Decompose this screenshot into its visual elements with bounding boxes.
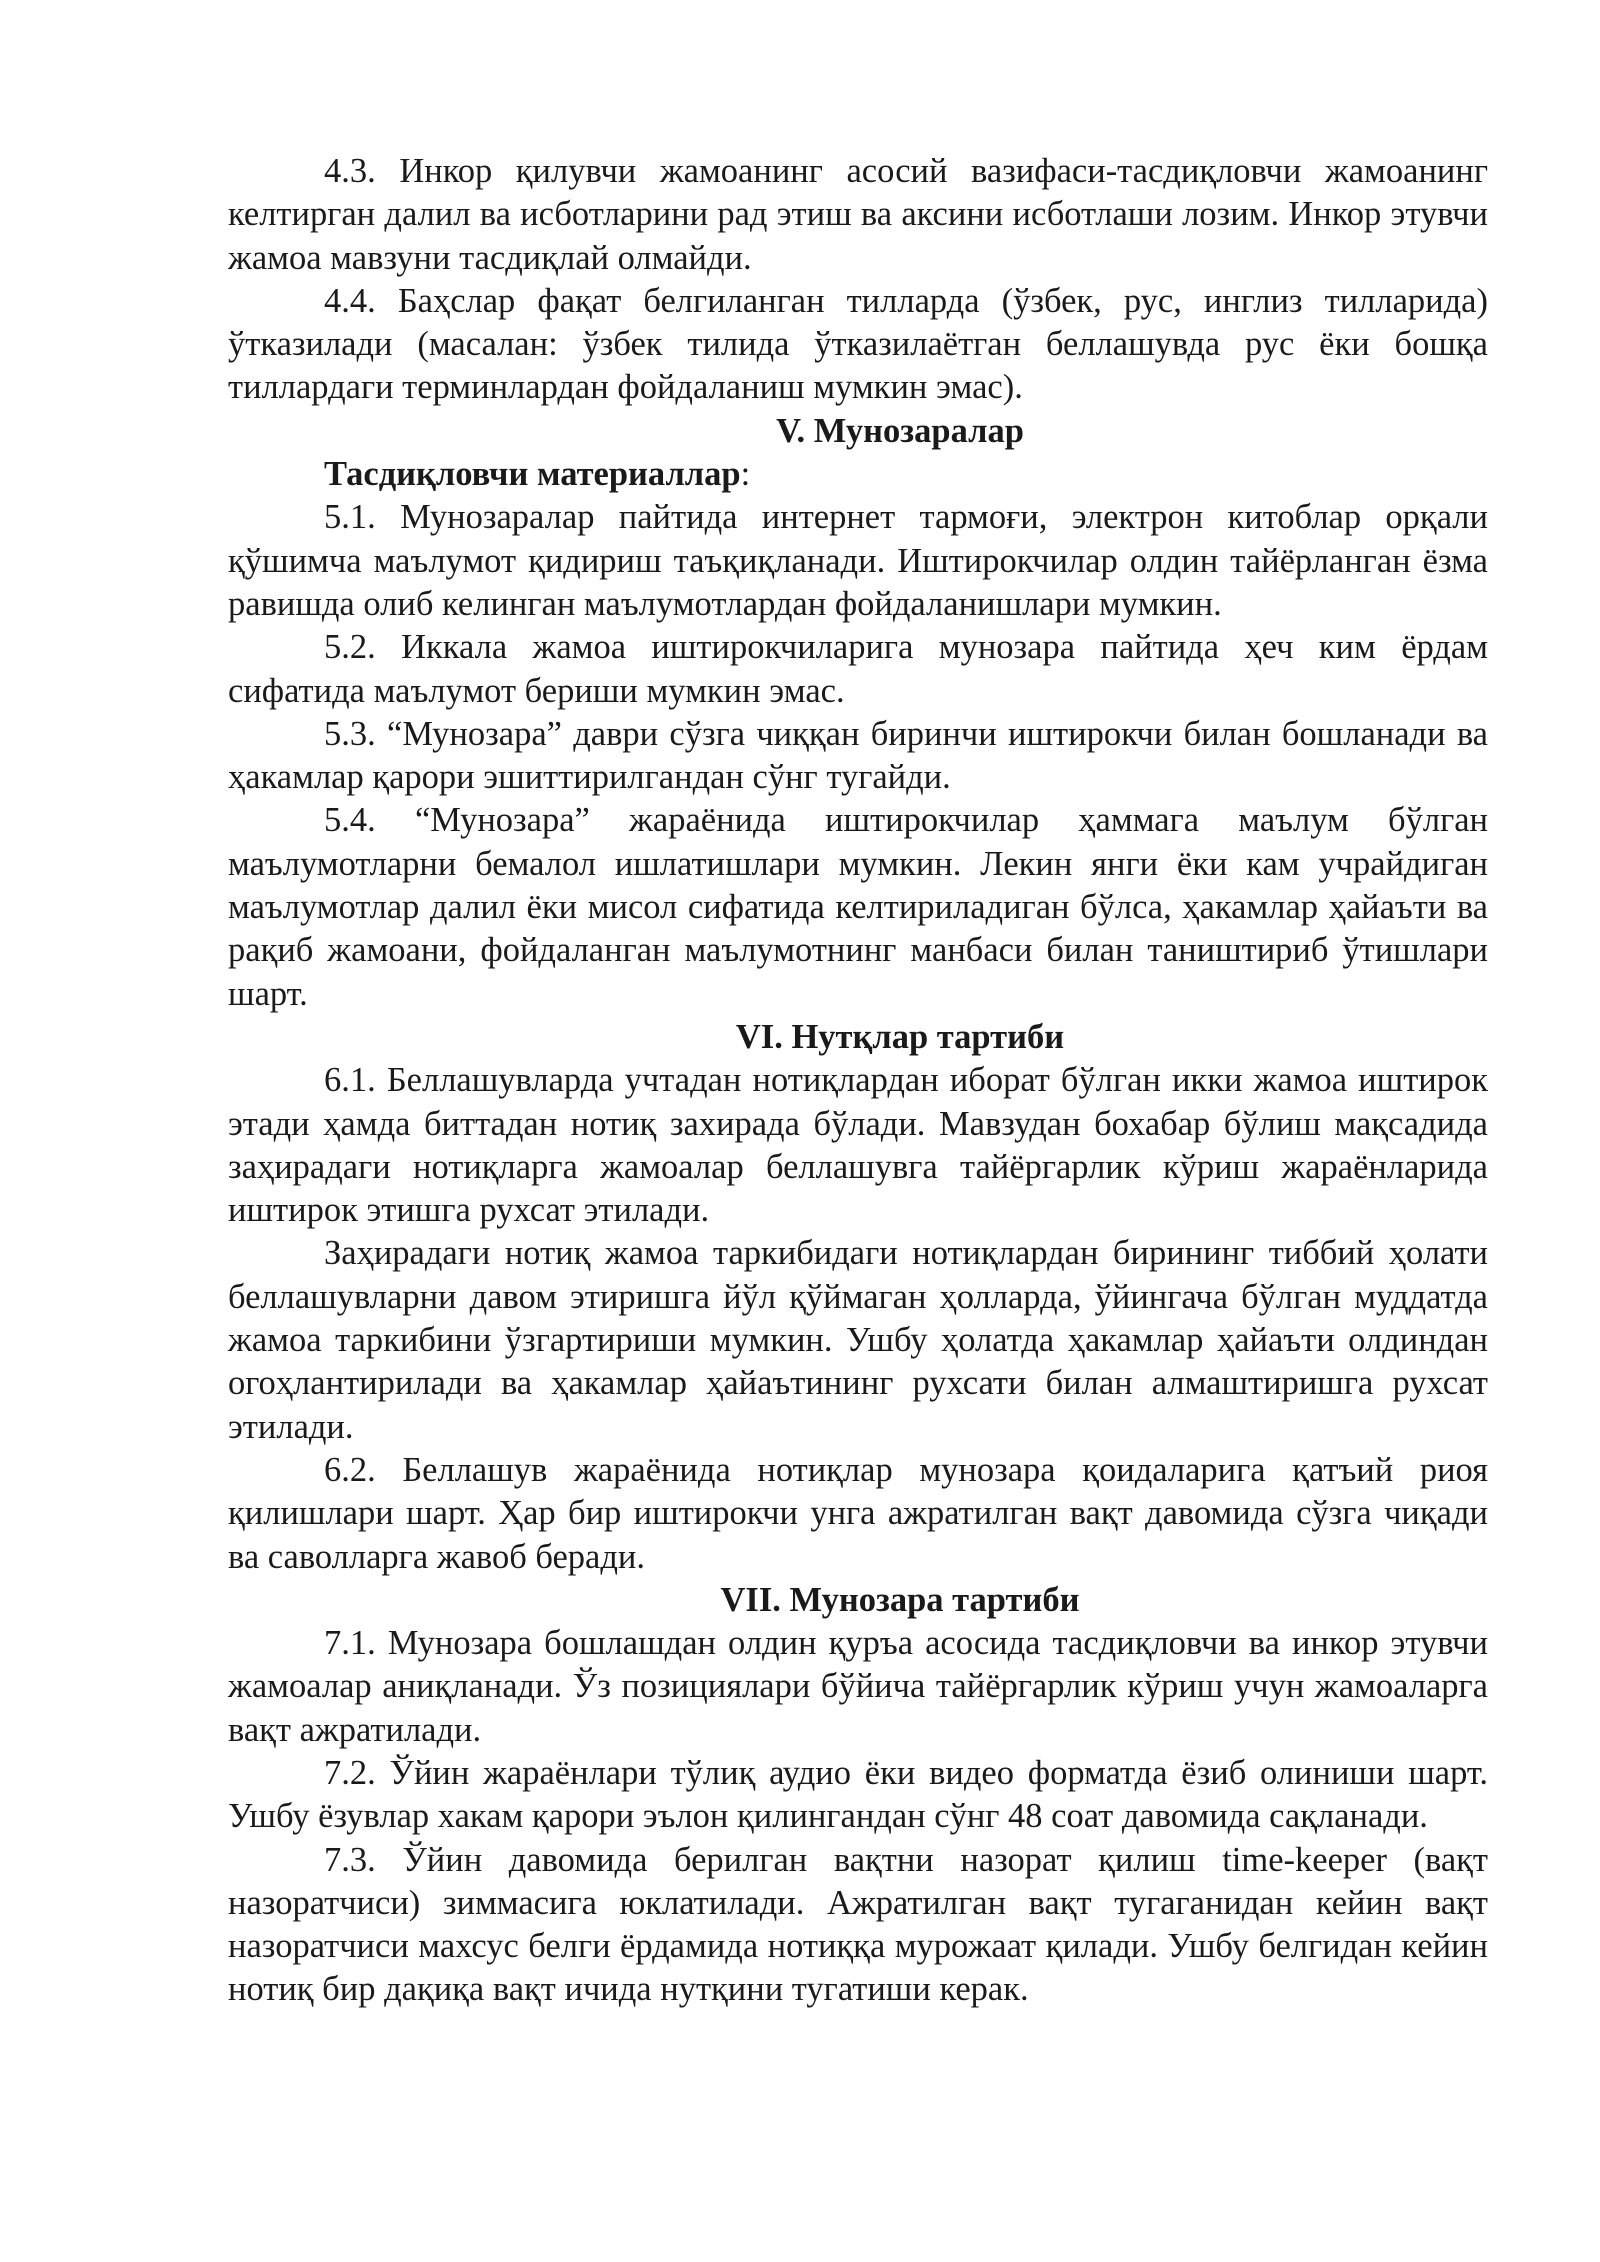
paragraph-5-3: 5.3. “Мунозара” даври сўзга чиққан биринчи иштирокчи билан бошланади ва ҳакамлар қарори эшиттирилгандан сўнг тугайди. — [228, 714, 1488, 797]
paragraph-5-2: 5.2. Иккала жамоа иштирокчиларига мунозара пайтида ҳеч ким ёрдам сифатида маълумот бериши мумкин эмас. — [228, 628, 1488, 710]
paragraph-5-4: 5.4. “Мунозара” жараёнида иштирокчилар ҳаммага маълум бўлган маълумотларни бемалол ишлатишлари мумкин. Лекин янги ёки кам учрайдиган маълумотлар далил ёки мисол сифатида келтириладиган бўлса, ҳакамлар ҳайаъти ва рақиб жамоани, фойдаланган маълумотнинг манбаси билан таништириб ўтишлари шарт. — [228, 801, 1488, 1013]
paragraph-6-1-reserve: Заҳирадаги нотиқ жамоа таркибидаги нотиқлардан бирининг тиббий ҳолати беллашувларни давом этиришга йўл қўймаган ҳолларда, ўйингача бўлган муддатда жамоа таркибини ўзгартириши мумкин. Ушбу ҳолатда ҳакамлар ҳайаъти олдиндан огоҳлантирилади ва ҳакамлар ҳайаътининг рухсати билан алмаштиришга рухсат этилади. — [228, 1234, 1488, 1446]
section-heading-vi: VI. Нутқлар тартиби — [735, 1017, 1065, 1056]
paragraph-4-3: 4.3. Инкор қилувчи жамоанинг асосий вазифаси-тасдиқловчи жамоанинг келтирган далил ва исботларини рад этиш ва аксини исботлаши лозим. Инкор этувчи жамоа мавзуни тасдиқлай олмайди. — [228, 152, 1488, 277]
paragraph-6-1: 6.1. Беллашувларда учтадан нотиқлардан иборат бўлган икки жамоа иштирок этади ҳамда биттадан нотиқ захирада бўлади. Мавзудан бохабар бўлиш мақсадида заҳирадаги нотиқларга жамоалар беллашувга тайёргарлик кўриш жараёнларида иштирок этишга рухсат этилади. — [228, 1061, 1488, 1230]
document-page — [228, 150, 1488, 2012]
paragraph-7-3: 7.3. Ўйин давомида берилган вақтни назорат қилиш time-keeper (вақт назоратчиси) зиммасига юклатилади. Ажратилган вақт тугаганидан кейин вақт назоратчиси махсус белги ёрдамида нотиққа мурожаат қилади. Ушбу белгидан кейин нотиқ бир дақиқа вақт ичида нутқини тугатиши керак. — [228, 1840, 1488, 2009]
subheading-text: Тасдиқловчи материаллар — [324, 455, 741, 494]
section-heading-v: V. Мунозаралар — [776, 411, 1024, 450]
subheading-materials — [228, 453, 1488, 496]
paragraph-6-2: 6.2. Беллашув жараёнида нотиқлар мунозара қоидаларига қатъий риоя қилишлари шарт. Ҳар бир иштирокчи унга ажратилган вақт давомида сўзга чиқади ва саволларга жавоб беради. — [228, 1450, 1488, 1576]
subheading-colon: : — [740, 455, 751, 494]
paragraph-5-1: 5.1. Мунозаралар пайтида интернет тармоғи, электрон китоблар орқали қўшимча маълумот қидириш таъқиқланади. Иштирокчилар олдин тайёрланган ёзма равишда олиб келинган маълумотлардан фойдаланишлари мумкин. — [228, 498, 1488, 623]
paragraph-7-2: 7.2. Ўйин жараёнлари тўлиқ аудио ёки видео форматда ёзиб олиниши шарт. Ушбу ёзувлар хакам қарори эълон қилингандан сўнг 48 соат давомида сақланади. — [228, 1753, 1488, 1836]
paragraph-4-4: 4.4. Баҳслар фақат белгиланган тилларда (ўзбек, рус, инглиз тилларида) ўтказилади (масалан: ўзбек тилида ўтказилаётган беллашувда рус ёки бошқа тиллардаги терминлардан фойдаланиш мумкин эмас). — [228, 281, 1488, 407]
section-heading-vii: VII. Мунозара тартиби — [720, 1580, 1080, 1619]
paragraph-7-1: 7.1. Мунозара бошлашдан олдин қуръа асосида тасдиқловчи ва инкор этувчи жамоалар аниқланади. Ўз позициялари бўйича тайёргарлик кўриш учун жамоаларга вақт ажратилади. — [228, 1624, 1488, 1749]
